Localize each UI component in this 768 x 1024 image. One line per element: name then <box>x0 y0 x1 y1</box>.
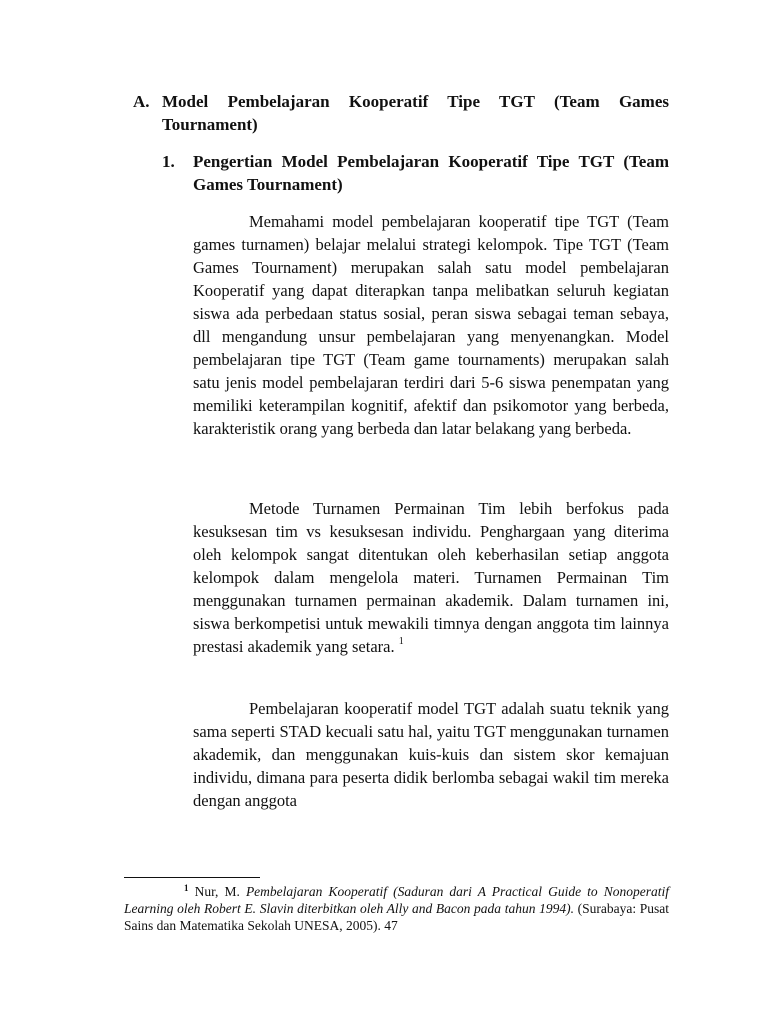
footnote-title: Pembelajaran Kooperatif (Saduran dari A Practical Guide to Nonoperatif Learning oleh Robert E. Slavin diterbitkan oleh Ally and Bacon pada tahun 1994). <box>124 884 669 916</box>
footnote-reference[interactable]: 1 <box>398 636 404 647</box>
footnote-publication: (Surabaya: Pusat Sains dan Matematika Sekolah UNESA, 2005). 47 <box>124 901 670 933</box>
footnote-separator <box>124 877 260 878</box>
section-title: Model Pembelajaran Kooperatif Tipe TGT (Team Games Tournament) <box>162 92 669 134</box>
subsection-title: Pengertian Model Pembelajaran Kooperatif Tipe TGT (Team Games Tournament) <box>193 152 669 194</box>
section-marker: A. <box>133 92 150 111</box>
paragraph-text: Pembelajaran kooperatif model TGT adalah suatu teknik yang sama seperti STAD kecuali satu hal, yaitu TGT menggunakan turnamen akademik, dan menggunakan kuis-kuis dan sistem skor kemajuan individu, dimana para peserta didik berlomba sebagai wakil tim mereka dengan anggota <box>193 699 669 810</box>
footnote <box>124 883 669 934</box>
paragraph <box>193 497 669 658</box>
paragraph-text: Metode Turnamen Permainan Tim lebih berfokus pada kesuksesan tim vs kesuksesan individu. Penghargaan yang diterima oleh kelompok sangat ditentukan oleh keberhasilan setiap anggota kelompok dalam mengelola materi. Turnamen Permainan Tim menggunakan turnamen permainan akademik. Dalam turnamen ini, siswa berkompetisi untuk mewakili timnya dengan anggota tim lainnya prestasi akademik yang setara. <box>193 499 669 656</box>
subsection-marker: 1. <box>162 152 175 171</box>
subsection-heading <box>162 150 669 196</box>
footnote-number: 1 <box>184 883 189 893</box>
section-heading <box>133 90 669 136</box>
paragraph <box>193 697 669 812</box>
paragraph <box>193 210 669 440</box>
paragraph-text: Memahami model pembelajaran kooperatif tipe TGT (Team games turnamen) belajar melalui strategi kelompok. Tipe TGT (Team Games Tournament) merupakan salah satu model pembelajaran Kooperatif yang dapat diterapkan tanpa melibatkan seluruh kegiatan siswa ada perbedaan status sosial, peran siswa sebagai teman sebaya, dll mengandung unsur pembelajaran yang menyenangkan. Model pembelajaran tipe TGT (Team game tournaments) merupakan salah satu jenis model pembelajaran terdiri dari 5-6 siswa penempatan yang memiliki keterampilan kognitif, afektif dan psikomotor yang berbeda, karakteristik orang yang berbeda dan latar belakang yang berbeda. <box>193 212 669 438</box>
footnote-author: Nur, M. <box>194 884 240 899</box>
